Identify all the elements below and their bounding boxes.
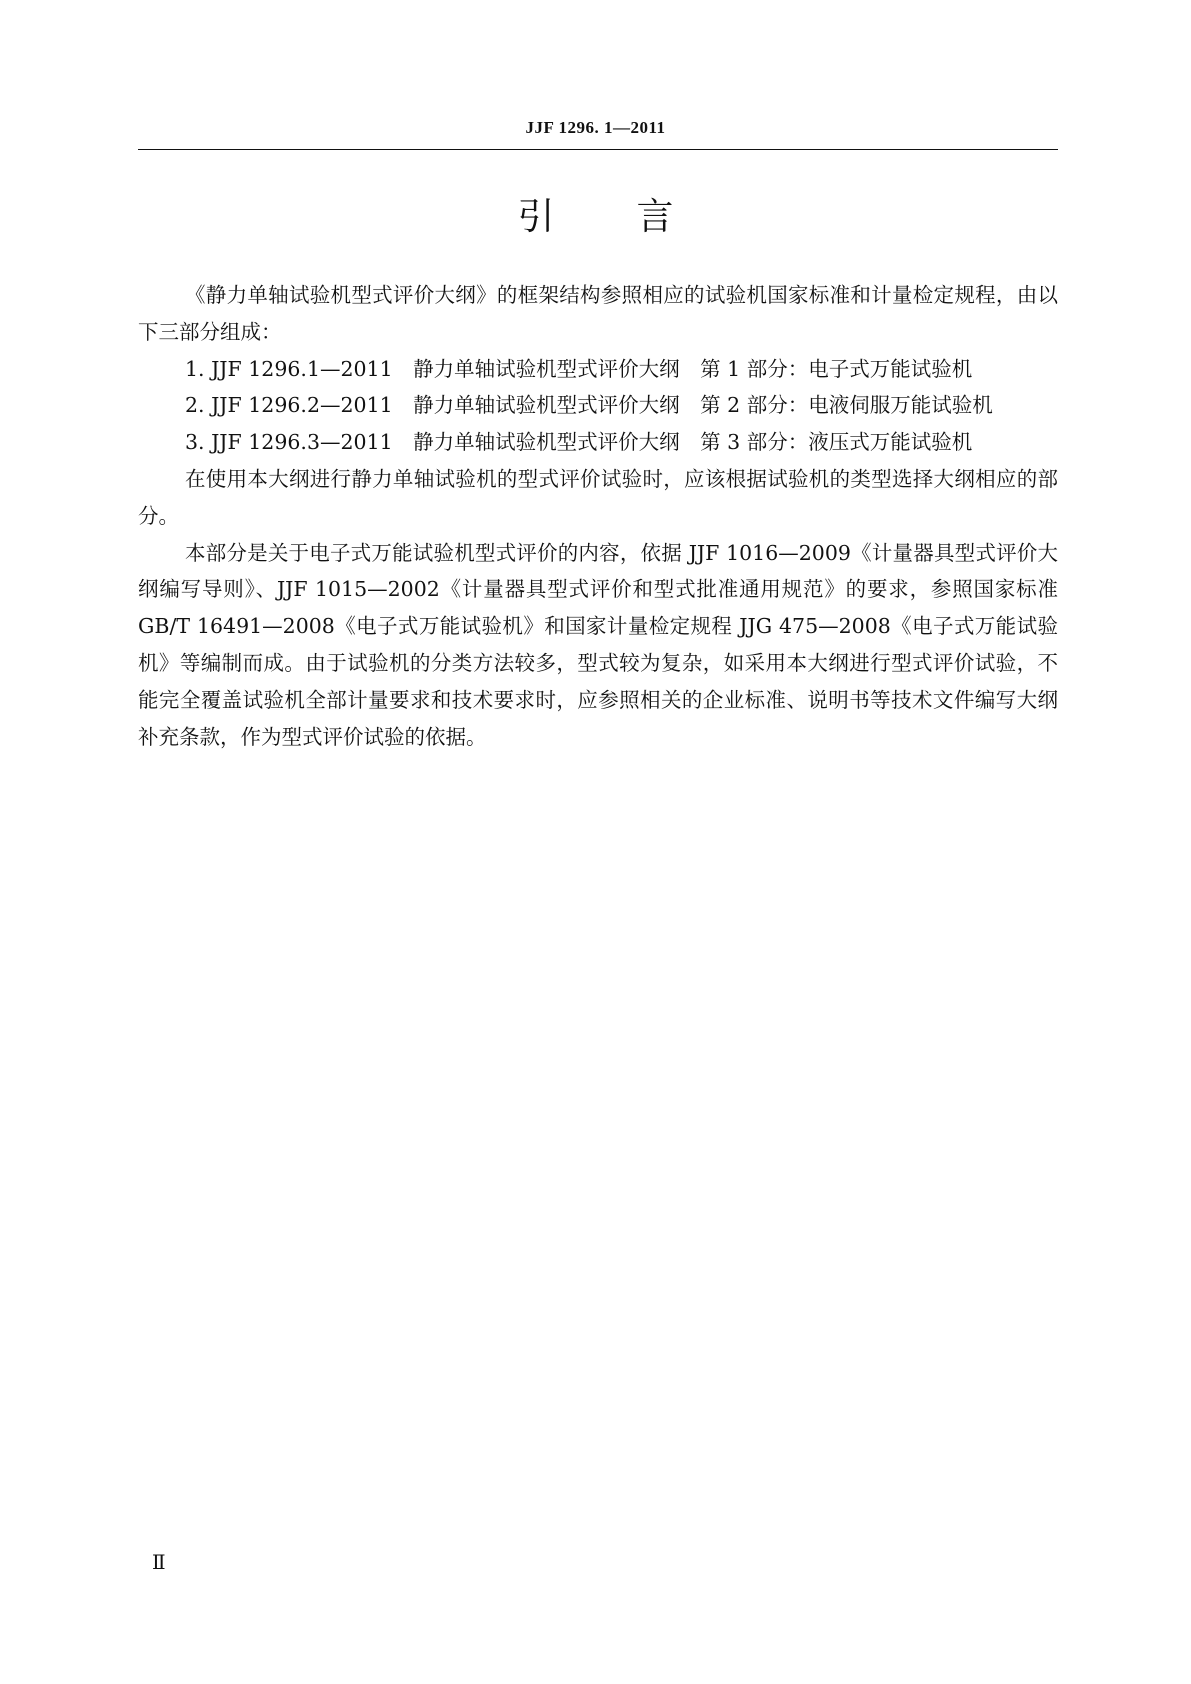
list-item-part-3: 3. JJF 1296.3—2011 静力单轴试验机型式评价大纲 第 3 部分：液压式万能试验机 — [185, 430, 973, 455]
intro-paragraph: 《静力单轴试验机型式评价大纲》的框架结构参照相应的试验机国家标准和计量检定规程，由以下三部分组成： — [138, 283, 1058, 344]
usage-paragraph: 在使用本大纲进行静力单轴试验机的型式评价试验时，应该根据试验机的类型选择大纲相应的部分。 — [138, 466, 1058, 528]
page-title: 引言 — [517, 195, 756, 238]
page-number: Ⅱ — [152, 1552, 166, 1574]
list-item-part-1: 1. JJF 1296.1—2011 静力单轴试验机型式评价大纲 第 1 部分：电子式万能试验机 — [185, 356, 973, 381]
body-text — [138, 277, 1058, 755]
list-item-part-2: 2. JJF 1296.2—2011 静力单轴试验机型式评价大纲 第 2 部分：电液伺服万能试验机 — [185, 393, 993, 418]
basis-paragraph: 本部分是关于电子式万能试验机型式评价的内容，依据 JJF 1016—2009《计量器具型式评价大纲编写导则》、JJF 1015—2002《计量器具型式评价和型式批准通用规范》的要求，参照国家标准 GB/T 16491—2008《电子式万能试验机》和国家计量检定规程 JJG 475—2008《电子式万能试验机》等编制而成。由于试验机的分类方法较多，型式较为复杂，如采用本大纲进行型式评价试验，不能完全覆盖试验机全部计量要求和技术要求时，应参照相关的企业标准、说明书等技术文件编写大纲补充条款，作为型式评价试验的依据。 — [138, 540, 1058, 749]
header-divider — [138, 149, 1058, 150]
document-code-header: JJF 1296. 1—2011 — [525, 118, 666, 137]
